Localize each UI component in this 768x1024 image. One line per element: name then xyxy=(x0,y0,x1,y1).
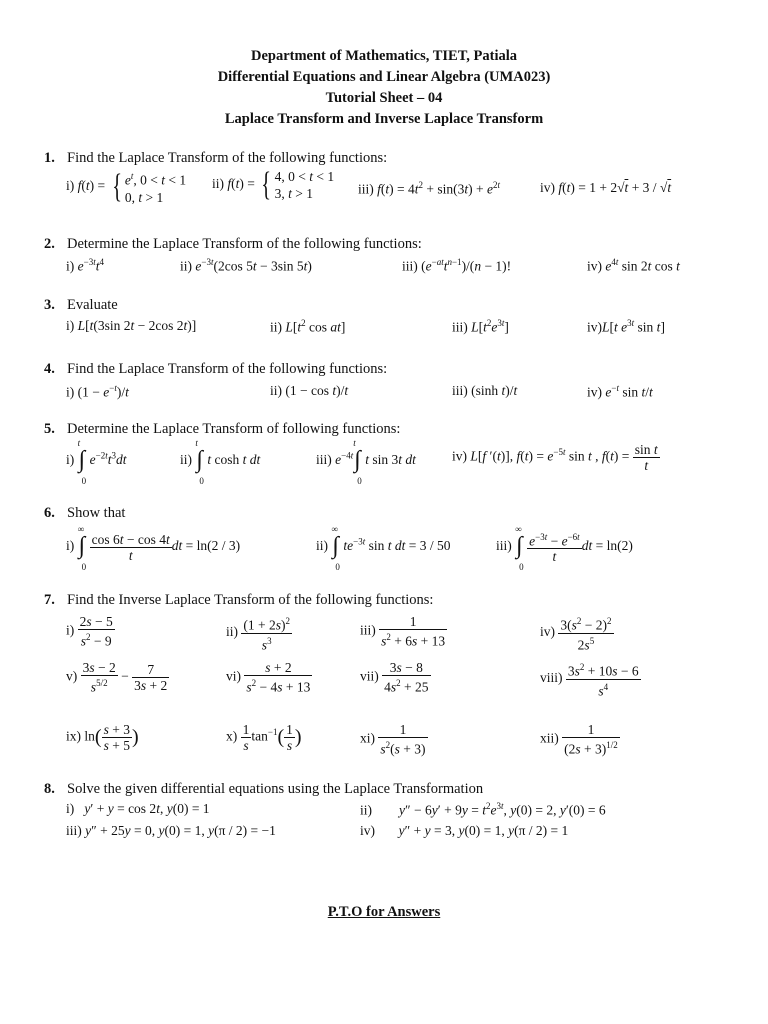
question-8: 8. Solve the given differential equations using the Laplace Transformation xyxy=(44,781,484,797)
q1-item-iv: iv) f(t) = 1 + 2√t + 3 / √t xyxy=(540,180,672,195)
q2-item-ii: ii) $e^{-3t}(2\cos$ 5t − 3sin 5t) xyxy=(180,257,312,274)
topic-title: Laplace Transform and Inverse Laplace Transform xyxy=(224,111,544,127)
q7-item-vii: vii) $\frac{3s - 8}{4s^2 + 25}$ xyxy=(360,660,429,695)
q7-item-i: i) $\frac{2s - 5}{s^2 - 9}$ xyxy=(66,614,113,649)
q7-item-x: x) $\frac{1}{s}$ $\tan^{-1}$( $\frac{1}{s}$ ) xyxy=(226,722,302,753)
q2-item-i: i) $e^{-3t}t^4$ xyxy=(66,257,104,274)
q7-item-iii: iii) $\frac{1}{s^2 + 6s + 13}$ xyxy=(360,614,446,649)
q8-item-i: i) y′ + y = cos 2t, y(0) = 1 xyxy=(66,801,210,816)
q2-item-iv: iv) $e^{4t}$ sin 2t cos t xyxy=(587,257,680,274)
q1-item-i: i) f(t) = { $e^t$, 0 < t < 1 0, t > 1 xyxy=(66,167,187,205)
q7-item-vi: vi) $\frac{s + 2}{s^2 - 4s + 13}$ xyxy=(226,660,311,695)
q3-item-iii: iii) $L[t^2e^{3t}]$ xyxy=(452,318,509,335)
q7-item-ii: ii) $\frac{(1 + 2s)^2}{s^3}$ xyxy=(226,616,290,652)
q4-item-i: i) $(1 - e^{-t})/t$ xyxy=(66,383,129,400)
question-text: Find the Laplace Transform of the following functions: xyxy=(67,150,388,166)
pto-answers-note: P.T.O for Answers xyxy=(327,904,441,920)
q6-item-ii: ii) ∞ ∫ 0 $te^{-3t}$ sin t dt = 3 / 50 xyxy=(316,524,451,572)
question-2: 2. Determine the Laplace Transform of the following functions: xyxy=(44,236,422,252)
q1-item-iii: iii) $f(t) = 4t^2 + \sin(3t) + e^{2t}$ xyxy=(358,180,501,197)
q6-item-i: i) ∞ ∫ 0 $\frac{\cos 6t - \cos 4t}{t}$ dt = ln(2 / 3) xyxy=(66,524,241,572)
q7-item-xi: xi) $\frac{1}{s^2(s + 3)}$ xyxy=(360,722,426,757)
q4-item-iv: iv) $e^{-t}$ sin t/t xyxy=(587,383,653,400)
q3-item-ii: ii) $L[t^2$ cos at] xyxy=(270,318,346,335)
q5-item-iv: iv) L[f ′(t)], $f(t) = e^{-5t}$ sin t , f(t) = $\frac{\text{sin t}}{t}$ xyxy=(452,442,658,473)
question-5: 5. Determine the Laplace Transform of following functions: xyxy=(44,421,401,437)
q5-item-ii: ii) t ∫ 0 t cosh t dt xyxy=(180,438,261,486)
question-3: 3. Evaluate xyxy=(44,297,118,313)
q8-item-iv: iv) y″ + y = 3, y(0) = 1, y(π / 2) = 1 xyxy=(360,823,569,838)
q7-item-iv: iv) $\frac{3(s^2 - 2)^2}{2s^5}$ xyxy=(540,616,612,652)
q4-item-ii: ii) (1 − cos t)/t xyxy=(270,383,349,398)
q1-item-ii: ii) f(t) = { 4, 0 < t < 1 3, t > 1 xyxy=(212,166,335,203)
question-1 xyxy=(44,150,387,167)
course-title: Differential Equations and Linear Algebra (UMA023) xyxy=(217,69,551,85)
q7-item-xii: xii) $\frac{1}{(2s + 3)^{1/2}}$ xyxy=(540,722,618,757)
q2-item-iii: iii) $(e^{-at}t^{n-1})/(n - 1)$! xyxy=(402,257,512,274)
q7-item-ix: ix) ln( $\frac{s + 3}{s + 5}$ ) xyxy=(66,722,139,753)
q3-item-iv: iv)L[t $e^{3t}$ sin t] xyxy=(587,318,665,335)
q6-item-iii: iii) ∞ ∫ 0 $\frac{e^{-3t} - e^{-6t}}{t}$ dt = ln(2) xyxy=(496,524,633,572)
q5-item-iii: iii) $e^{-4t}$ t ∫ 0 t sin 3t dt xyxy=(316,438,416,486)
q3-item-i: i) L[t(3sin 2t − 2cos 2t)] xyxy=(66,318,197,333)
question-7: 7. Find the Inverse Laplace Transform of the following functions: xyxy=(44,592,434,608)
sheet-title: Tutorial Sheet – 04 xyxy=(325,90,443,106)
question-6: 6. Show that xyxy=(44,505,126,521)
q7-item-v: v) $\frac{3s - 2}{s^{5/2}}$ − $\frac{7}{3s + 2}$ xyxy=(66,660,168,695)
q8-item-iii: iii) y″ + 25y = 0, y(0) = 1, y(π / 2) = −1 xyxy=(66,823,276,838)
q5-item-i: i) t ∫ 0 $e^{-2t}t^3dt$ xyxy=(66,438,127,486)
department-title: Department of Mathematics, TIET, Patiala xyxy=(250,48,518,64)
q7-item-viii: viii) $\frac{3s^2 + 10s - 6}{s^4}$ xyxy=(540,662,639,698)
q8-item-ii: ii) $y'' - 6y' + 9y = t^2e^{3t}$, y(0) = 2, y′(0) = 6 xyxy=(360,801,606,818)
q4-item-iii: iii) (sinh t)/t xyxy=(452,383,518,398)
question-4: 4. Find the Laplace Transform of the following functions: xyxy=(44,361,388,377)
question-number: 1. xyxy=(44,150,55,166)
